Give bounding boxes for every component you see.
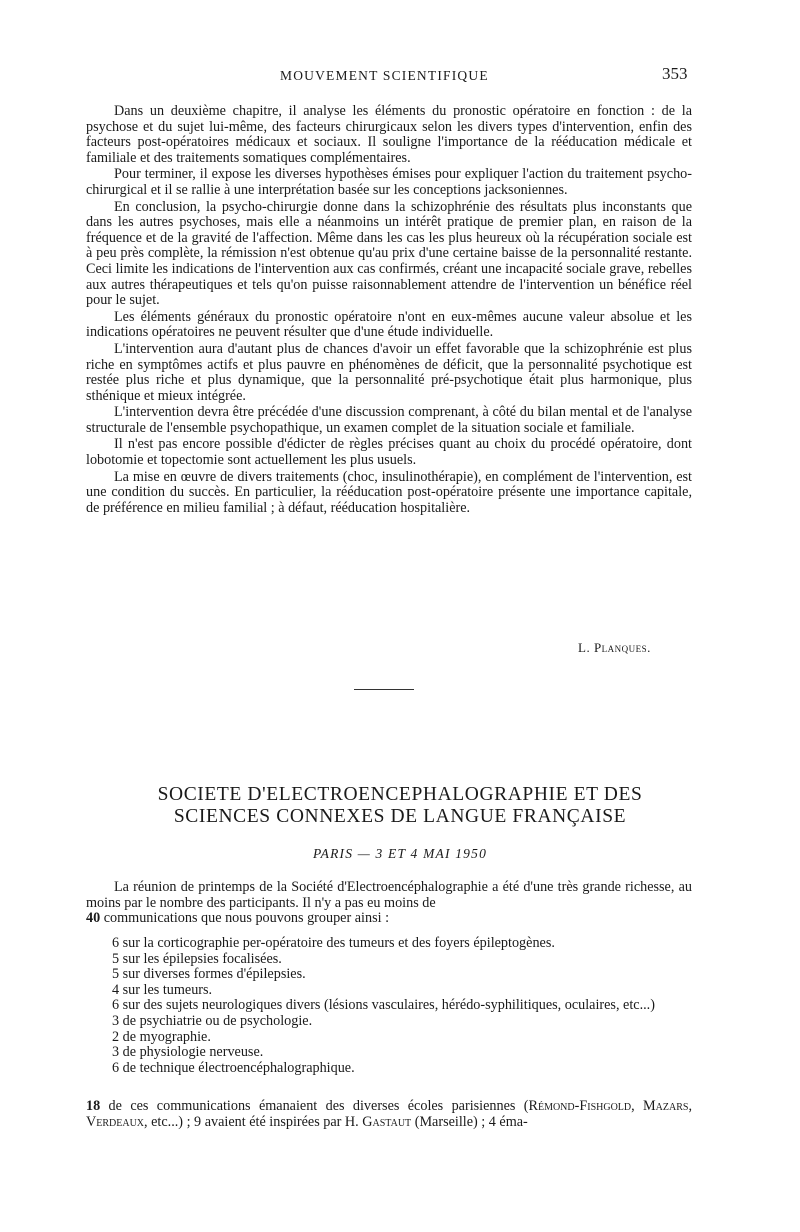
list-item — [112, 998, 692, 1014]
item-count: 5 — [112, 950, 120, 967]
list-item — [112, 1045, 692, 1061]
item-count: 4 — [112, 981, 120, 998]
item-text: sur des sujets neurologiques divers (lésions vasculaires, hérédo-syphilitiques, oculaires, etc...) — [119, 997, 655, 1014]
paragraph: Dans un deuxième chapitre, il analyse les éléments du pronostic opératoire en fonction : de la psychose et du sujet lui-même, des facteurs chirurgicaux selon les divers types d'intervention, enfin des facteurs post-opératoires médicaux et sociaux. Il souligne l'importance de la rééducation médicale et familiale et des traitements somatiques complémentaires. — [86, 103, 692, 166]
list-item — [112, 952, 692, 968]
list-item — [112, 1030, 692, 1046]
item-text: de psychiatrie ou de psychologie. — [119, 1012, 313, 1029]
section-title-line: SCIENCES CONNEXES DE LANGUE FRANÇAISE — [173, 806, 627, 827]
paragraph: La mise en œuvre de divers traitements (choc, insulinothérapie), en complément de l'intervention, est une condition du succès. En particulier, la rééducation post-opératoire présente une importance capitale, de préférence en milieu familial ; à défaut, rééducation hospitalière. — [86, 468, 692, 516]
item-text: de physiologie nerveuse. — [119, 1044, 264, 1061]
intro-text: La réunion de printemps de la Société d'Electroencéphalographie a été d'une très grande richesse, au moins par le nombre des participants. Il n'y a pas eu moins de — [86, 879, 692, 911]
section-title — [60, 784, 740, 828]
item-text: de myographie. — [119, 1028, 211, 1045]
closing-names: Rémond-Fishgold, Mazars, Verdeaux — [86, 1098, 692, 1130]
running-head: MOUVEMENT SCIENTIFIQUE — [280, 68, 489, 83]
section-divider — [354, 689, 414, 690]
paragraph: Pour terminer, il expose les diverses hypothèses émises pour expliquer l'action du traitement psycho-chirurgical et il se rallie à une interprétation basée sur les conceptions jacksoniennes. — [86, 166, 692, 198]
list-item — [112, 1061, 692, 1077]
paragraph: L'intervention devra être précédée d'une discussion comprenant, à côté du bilan mental et de l'analyse structurale de l'ensemble psychopathique, un examen complet de la situation sociale et familiale. — [86, 404, 692, 436]
paragraph: L'intervention aura d'autant plus de chances d'avoir un effet favorable que la schizophrénie est plus riche en symptômes actifs et plus pauvre en phénomènes de déficit, que la personnalité psychotique est restée plus riche et plus dynamique, que la personnalité pré-psychotique était plus harmonique, plus sthénique et mieux intégrée. — [86, 340, 692, 404]
intro-end: communications que nous pouvons grouper ainsi : — [100, 910, 390, 927]
list-item — [112, 967, 692, 983]
closing-number: 18 — [86, 1098, 101, 1114]
closing-text: de ces communications émanaient des diverses écoles parisiennes ( — [100, 1098, 529, 1114]
closing-name: Gastaut — [362, 1113, 412, 1130]
closing-text: (Marseille) ; 4 éma- — [411, 1113, 528, 1130]
list-item — [112, 936, 692, 952]
paragraph: En conclusion, la psycho-chirurgie donne dans la schizophrénie des résultats plus inconstants que dans les autres psychoses, mais elle a néanmoins un intérêt pratique de premier plan, en raison de la fréquence et de la gravité de l'affection. Même dans les cas les plus heureux où la récupération sociale est à peu près complète, la rémission n'est obtenue qu'au prix d'une certaine baisse de la personnalité restante. Ceci limite les indications de l'intervention aux cas confirmés, créant une incapacité sociale grave, rebelles aux autres thérapeutiques et tels qu'on puisse raisonnablement attendre de l'intervention un bénéfice réel pour le sujet. — [86, 198, 692, 309]
item-count: 3 — [112, 1012, 120, 1029]
item-text: sur la corticographie per-opératoire des tumeurs et des foyers épileptogènes. — [119, 935, 555, 951]
author-signature — [578, 640, 651, 656]
paragraph — [86, 880, 692, 927]
item-count: 2 — [112, 1028, 120, 1045]
item-count: 5 — [112, 966, 120, 983]
item-text: sur les tumeurs. — [119, 981, 213, 998]
section-intro — [86, 880, 692, 927]
list-item — [112, 983, 692, 999]
intro-number: 40 — [86, 910, 101, 927]
page-number: 353 — [662, 64, 688, 83]
item-count: 6 — [112, 1059, 120, 1076]
signature-name: Planques. — [593, 640, 651, 655]
article-body — [86, 104, 692, 517]
section-subtitle: PARIS — 3 ET 4 MAI 1950 — [312, 846, 488, 861]
paragraph: Il n'est pas encore possible d'édicter de règles précises quant au choix du procédé opératoire, dont lobotomie et topectomie sont actuellement les plus usuels. — [86, 436, 692, 469]
section-closing — [86, 1099, 692, 1130]
item-text: de technique électroencéphalographique. — [119, 1059, 355, 1076]
item-count: 3 — [112, 1044, 120, 1061]
paragraph: Les éléments généraux du pronostic opératoire n'ont en eux-mêmes aucune valeur absolue et les indications opératoires ne peuvent résulter que d'une étude individuelle. — [86, 308, 692, 341]
paragraph — [86, 1099, 692, 1130]
closing-text: , etc...) ; 9 avaient été inspirées par H. — [144, 1113, 363, 1130]
item-text: sur les épilepsies focalisées. — [119, 950, 282, 967]
communications-list — [112, 936, 692, 1076]
signature-initial: L. — [578, 640, 591, 655]
section-title-line: SOCIETE D'ELECTROENCEPHALOGRAPHIE ET DES — [157, 784, 643, 805]
list-item — [112, 1014, 692, 1030]
item-count: 6 — [112, 997, 120, 1014]
item-count: 6 — [112, 935, 120, 951]
item-text: sur diverses formes d'épilepsies. — [119, 966, 306, 983]
